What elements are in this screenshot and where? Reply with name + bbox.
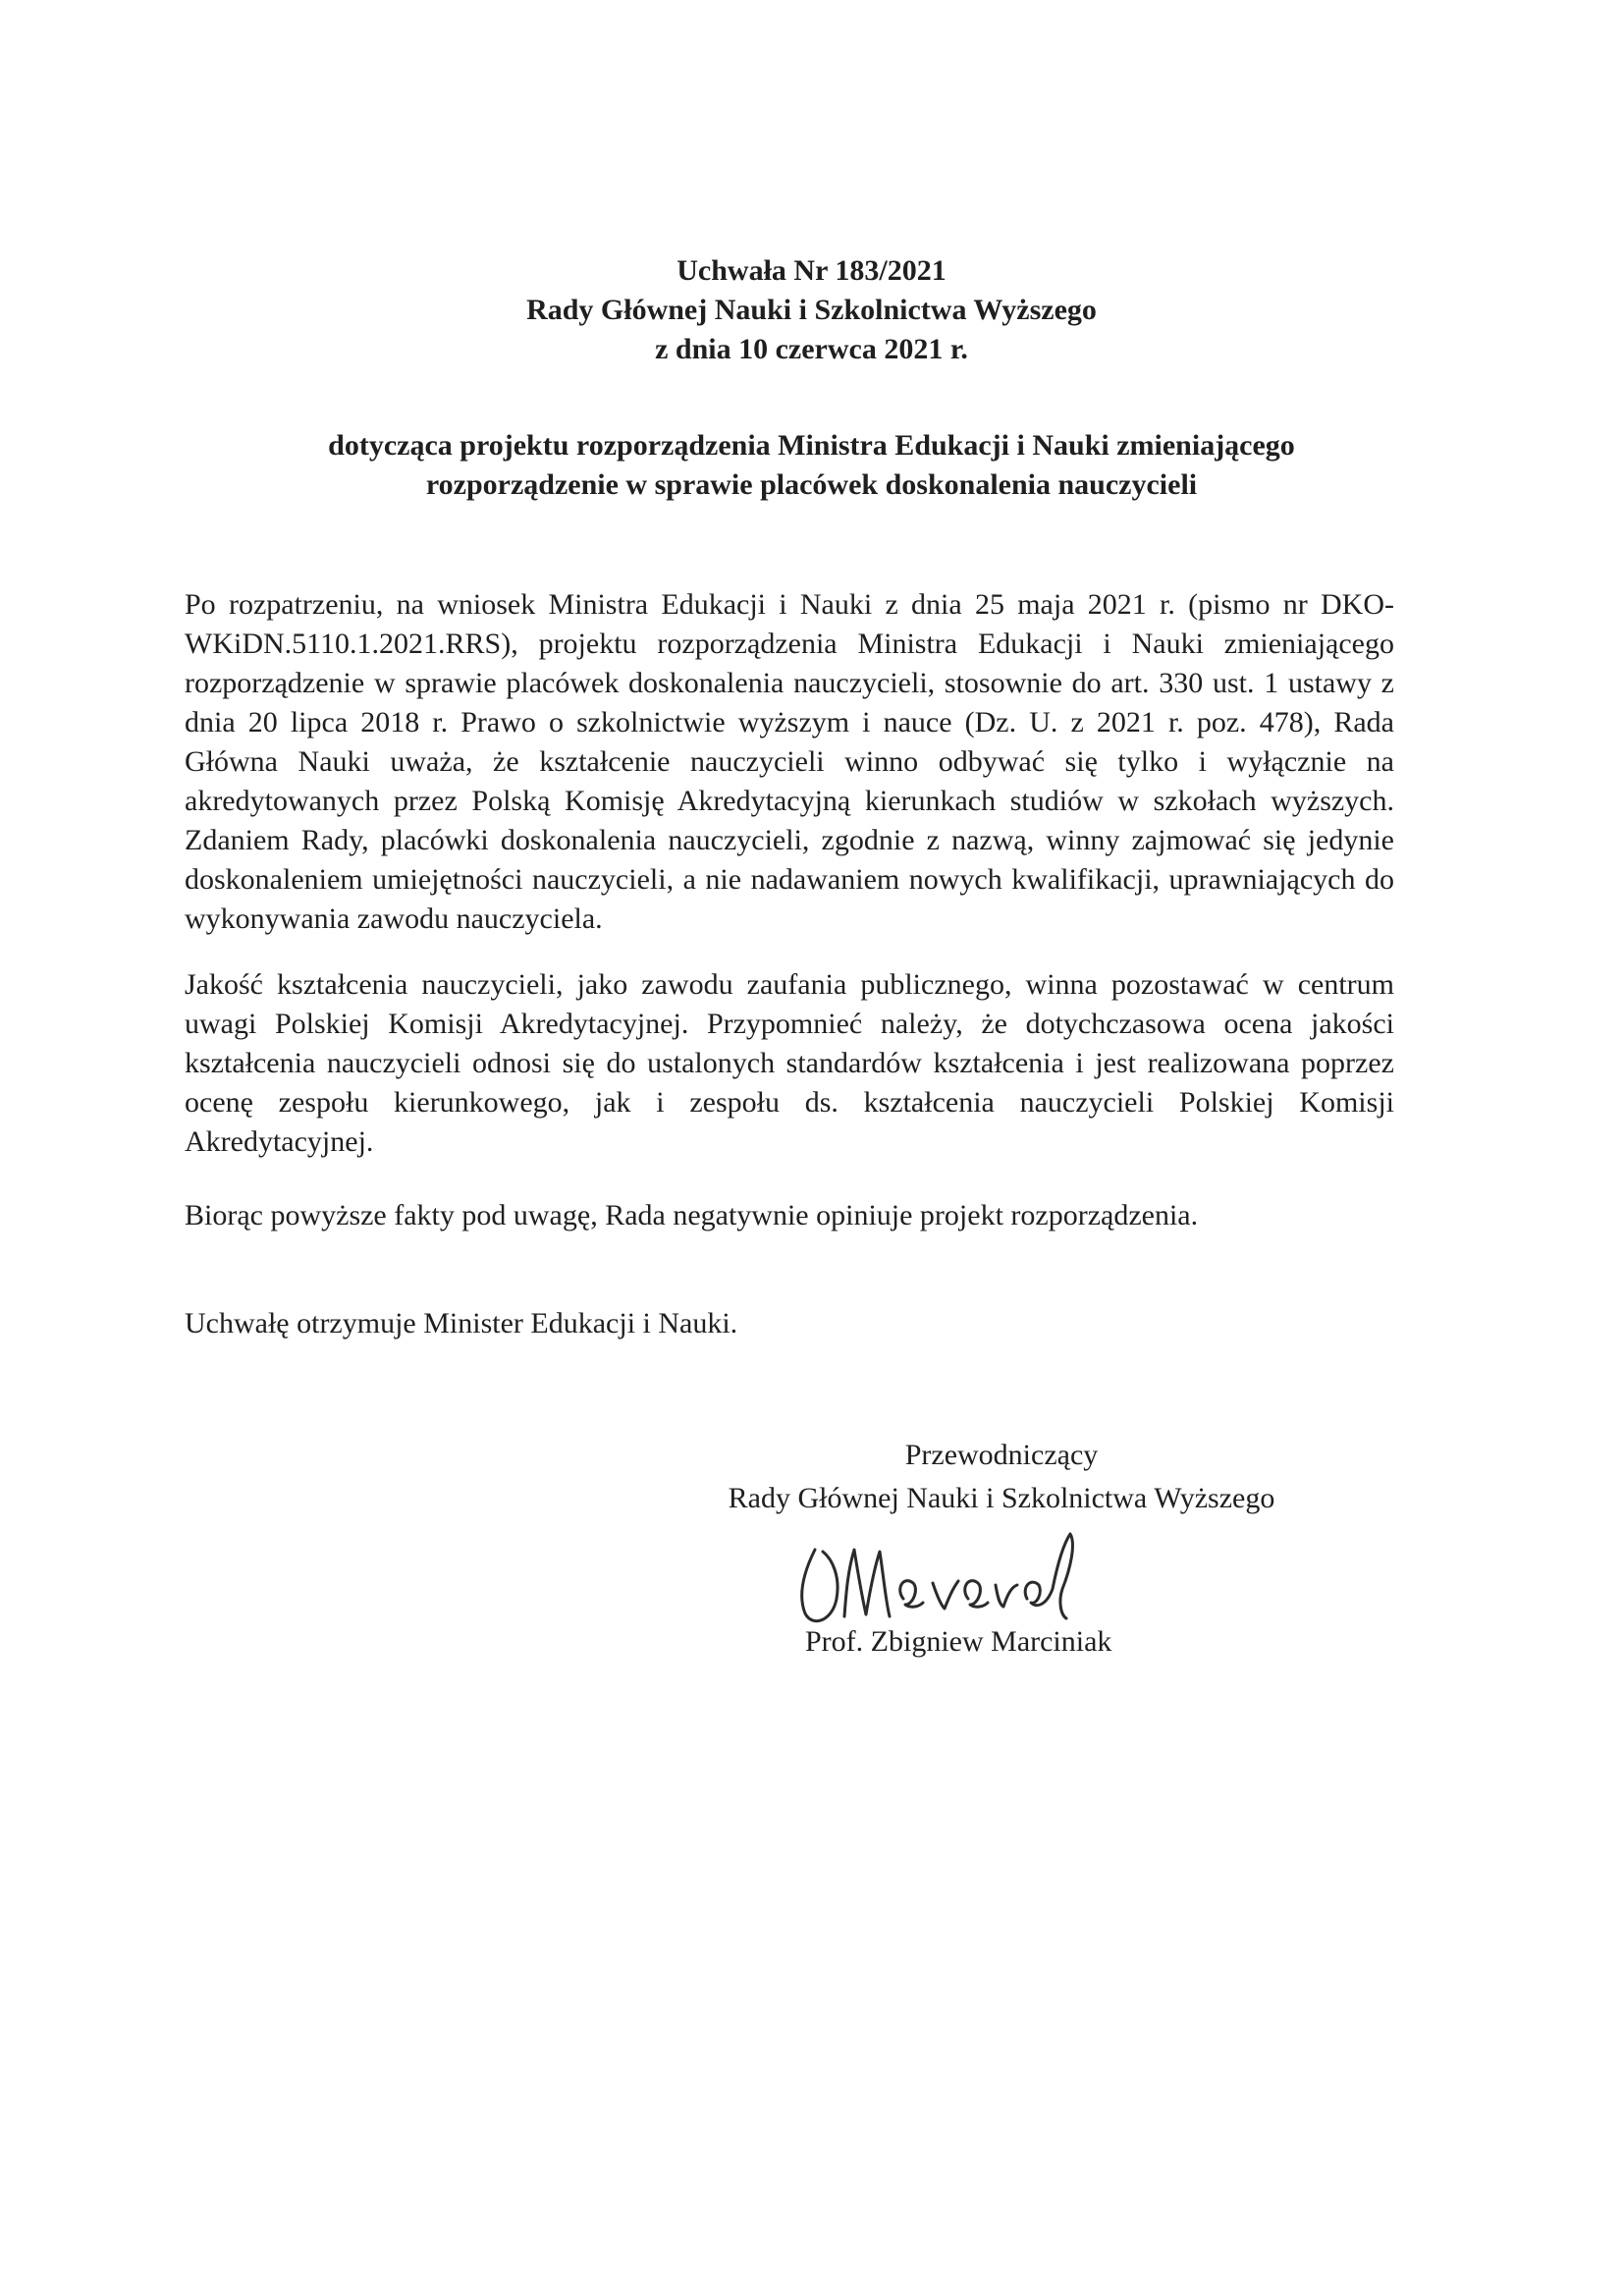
resolution-number: Uchwała Nr 183/2021: [676, 254, 947, 287]
signatory-body: Rady Głównej Nauki i Szkolnictwa Wyższego: [728, 1482, 1275, 1514]
subject-line-1: dotycząca projektu rozporządzenia Ministra Edukacji i Nauki zmieniającego: [328, 429, 1295, 462]
issuing-body: Rady Głównej Nauki i Szkolnictwa Wyższego: [526, 294, 1097, 326]
resolution-subject: [0, 426, 1623, 505]
signature-block: [628, 1434, 1375, 1520]
resolution-date: z dnia 10 czerwca 2021 r.: [655, 333, 968, 365]
body-paragraph-1: Po rozpatrzeniu, na wniosek Ministra Edukacji i Nauki z dnia 25 maja 2021 r. (pismo nr DKO-WKiDN.5110.1.2021.RRS), projektu rozporządzenia Ministra Edukacji i Nauki zmieniającego rozporządzenie w sprawie placówek doskonalenia nauczycieli, stosownie do art. 330 ust. 1 ustawy z dnia 20 lipca 2018 r. Prawo o szkolnictwie wyższym i nauce (Dz. U. z 2021 r. poz. 478), Rada Główna Nauki uważa, że kształcenie nauczycieli winno odbywać się tylko i wyłącznie na akredytowanych przez Polską Komisję Akredytacyjną kierunkach studiów w szkołach wyższych. Zdaniem Rady, placówki doskonalenia nauczycieli, zgodnie z nazwą, winny zajmować się jedynie doskonaleniem umiejętności nauczycieli, a nie nadawaniem nowych kwalifikacji, uprawniających do wykonywania zawodu nauczyciela.: [185, 588, 1394, 935]
body-paragraph-3: Biorąc powyższe fakty pod uwagę, Rada negatywnie opiniuje projekt rozporządzenia.: [185, 1199, 1199, 1231]
body-paragraph-2: Jakość kształcenia nauczycieli, jako zawodu zaufania publicznego, winna pozostawać w centrum uwagi Polskiej Komisji Akredytacyjnej. Przypomnieć należy, że dotychczasowa ocena jakości kształcenia nauczycieli odnosi się do ustalonych standardów kształcenia i jest realizowana poprzez ocenę zespołu kierunkowego, jak i zespołu ds. kształcenia nauczycieli Polskiej Komisji Akredytacyjnej.: [185, 968, 1394, 1158]
subject-line-2: rozporządzenie w sprawie placówek doskonalenia nauczycieli: [425, 468, 1198, 501]
signatory-role: Przewodniczący: [904, 1439, 1099, 1471]
body-paragraph-4: Uchwałę otrzymuje Minister Edukacji i Nauki.: [185, 1307, 738, 1339]
resolution-title: [0, 251, 1623, 369]
signatory-name: Prof. Zbigniew Marciniak: [805, 1625, 1112, 1658]
